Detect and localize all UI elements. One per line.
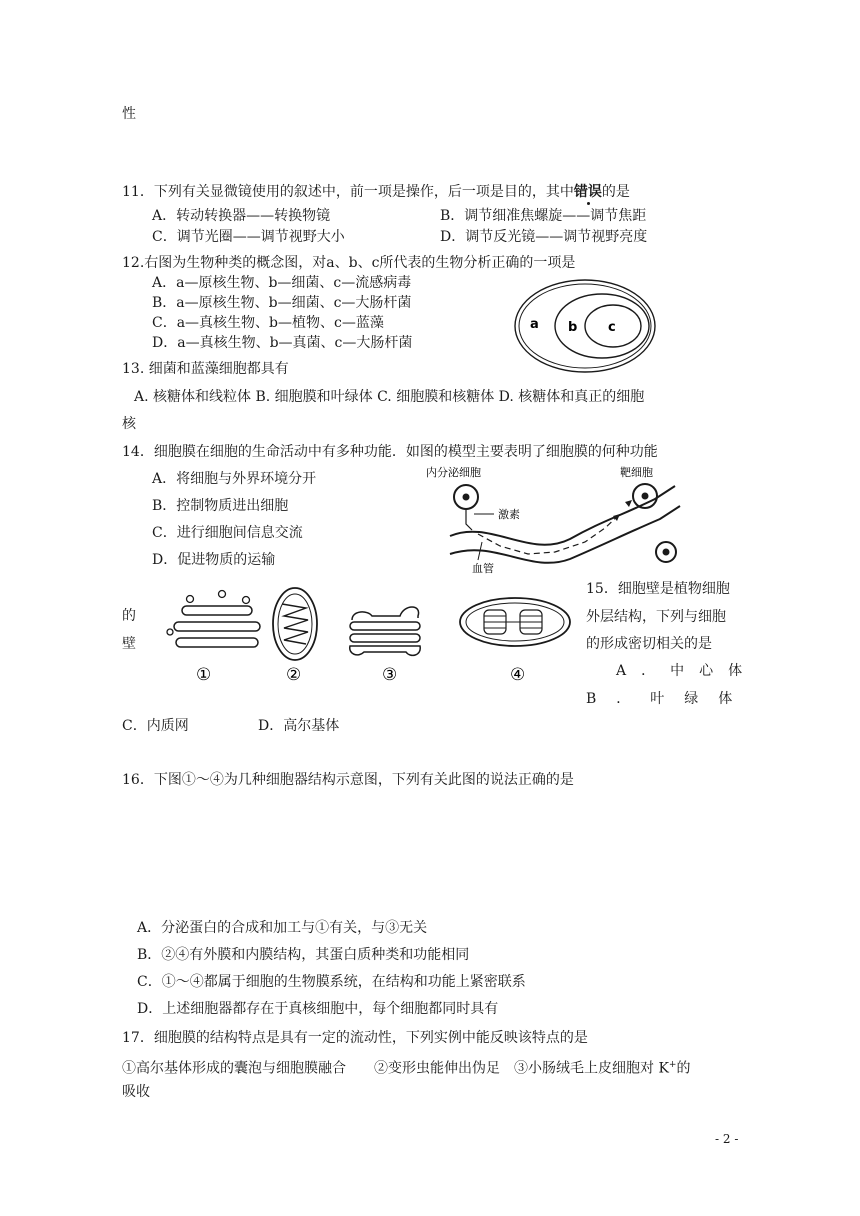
q15-option-d: D．高尔基体 <box>258 718 340 734</box>
q16-option-c: C．①～④都属于细胞的生物膜系统，在结构和功能上紧密联系 <box>137 974 526 990</box>
blood-vessel-label: 血管 <box>472 562 494 574</box>
q14-option-d: D．促进物质的运输 <box>152 552 276 568</box>
q16-option-b: B．②④有外膜和内膜结构，其蛋白质种类和功能相同 <box>137 947 470 963</box>
q17-line3: 吸收 <box>122 1084 150 1100</box>
vessel-wall-lower <box>450 506 680 563</box>
organelle-2-mitochondrion <box>273 588 317 660</box>
arrowhead-2 <box>625 500 632 507</box>
q13-stem: 13. 细菌和蓝藻细胞都具有 <box>122 361 289 377</box>
q15-left-fragment-1: 的 <box>122 608 136 624</box>
q12-option-b: B．a—原核生物、b—细菌、c—大肠杆菌 <box>152 295 412 311</box>
other-cell-nucleus <box>663 549 670 556</box>
q15-stem-line2: 外层结构，下列与细胞 <box>586 609 726 625</box>
q17-line2 <box>122 1056 690 1078</box>
organelle-label-4: ④ <box>510 665 526 685</box>
q11-stem-emphasis: 错误 <box>573 184 602 200</box>
q11-option-c: C．调节光圈——调节视野大小 <box>152 229 345 245</box>
q15-stem-line1: 15．细胞壁是植物细胞 <box>586 581 730 597</box>
q16-stem: 16．下图①～④为几种细胞器结构示意图，下列有关此图的说法正确的是 <box>122 772 574 788</box>
organelle-label-2: ② <box>286 665 302 685</box>
q13-wrap: 核 <box>122 416 136 432</box>
organelles-figure <box>160 582 580 686</box>
label-c: c <box>608 320 616 335</box>
organelle-label-3: ③ <box>382 665 398 685</box>
q11-stem <box>122 183 630 201</box>
q15-option-c: C．内质网 <box>122 718 189 734</box>
hormone-signaling-figure <box>420 464 690 574</box>
q14-option-a: A．将细胞与外界环境分开 <box>152 471 317 487</box>
q15-left-fragment-2: 壁 <box>122 636 136 652</box>
q13-options: A. 核糖体和线粒体 B. 细胞膜和叶绿体 C. 细胞膜和核糖体 D. 核糖体和真正的细胞 <box>134 389 645 405</box>
secretory-cell-nucleus <box>463 494 470 501</box>
organelle-1-golgi <box>167 591 260 648</box>
q15-option-b: B．叶绿体 <box>586 691 753 707</box>
q17-line2-text: ①高尔基体形成的囊泡与细胞膜融合 ②变形虫能伸出伪足 ③小肠绒毛上皮细胞对 K <box>122 1060 669 1077</box>
top-fragment: 性 <box>122 106 136 122</box>
secretory-cell-label: 内分泌细胞 <box>426 466 481 479</box>
q16-option-d: D．上述细胞器都存在于真核细胞中，每个细胞都同时具有 <box>137 1001 499 1017</box>
q11-option-d: D．调节反光镜——调节视野亮度 <box>440 229 648 245</box>
q11-option-a: A．转动转换器——转换物镜 <box>152 208 331 224</box>
q11-stem-b: 的是 <box>601 184 630 200</box>
q14-stem: 14．细胞膜在细胞的生命活动中有多种功能．如图的模型主要表明了细胞膜的何种功能 <box>122 444 658 460</box>
organelle-4-chloroplast <box>460 598 570 646</box>
q15-option-a: A．中心体 <box>616 663 758 679</box>
concept-venn-diagram <box>510 276 660 376</box>
label-b: b <box>568 320 578 335</box>
organelle-label-1: ① <box>196 665 212 685</box>
q11-stem-a: 11．下列有关显微镜使用的叙述中，前一项是操作，后一项是目的，其中 <box>122 184 574 200</box>
label-a: a <box>530 317 539 332</box>
hormone-release-path <box>466 509 472 530</box>
q12-option-a: A．a—原核生物、b—细菌、c—流感病毒 <box>152 275 412 291</box>
target-cell-label: 靶细胞 <box>620 466 653 479</box>
q17-superscript: + <box>668 1060 677 1070</box>
q14-option-b: B．控制物质进出细胞 <box>152 498 289 514</box>
q12-stem: 12.右图为生物种类的概念图，对a、b、c所代表的生物分析正确的一项是 <box>122 255 576 271</box>
organelle-3-endoplasmic-reticulum <box>350 607 420 655</box>
vessel-wall-upper <box>450 486 675 545</box>
q11-option-b: B．调节细准焦螺旋——调节焦距 <box>440 208 647 224</box>
q12-option-d: D．a—真核生物、b—真菌、c—大肠杆菌 <box>152 335 413 351</box>
q17-line2-end: 的 <box>676 1060 691 1077</box>
target-cell-nucleus <box>642 493 649 500</box>
q16-option-a: A．分泌蛋白的合成和加工与①有关，与③无关 <box>137 920 428 936</box>
page-number: - 2 - <box>715 1132 739 1146</box>
q15-stem-line3: 的形成密切相关的是 <box>586 636 712 652</box>
hormone-label: 激素 <box>498 508 520 521</box>
q12-option-c: C．a—真核生物、b—植物、c—蓝藻 <box>152 315 384 331</box>
q17-stem: 17．细胞膜的结构特点是具有一定的流动性，下列实例中能反映该特点的是 <box>122 1030 588 1046</box>
q14-option-c: C．进行细胞间信息交流 <box>152 525 303 541</box>
